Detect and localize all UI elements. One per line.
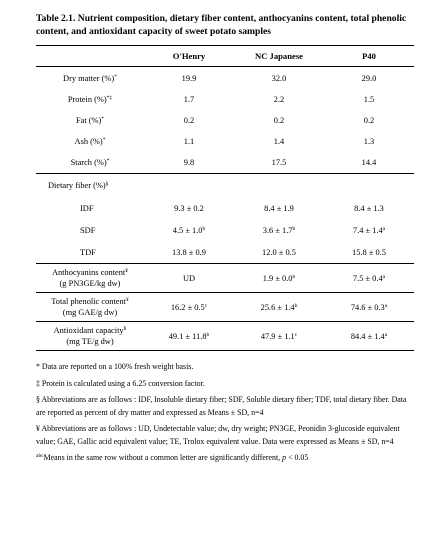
row-label: Starch (%)* (36, 152, 144, 174)
table-title: Table 2.1. Nutrient composition, dietary fiber content, anthocyanins content, total phenolic content, and antioxidant capacity of sweet potato samples (36, 13, 407, 37)
cell: 74.6 ± 0.3$^a$ (324, 293, 414, 322)
cell: 7.5 ± 0.4$^a$ (352, 273, 386, 283)
table-row (36, 322, 414, 351)
cell: 2.2 (273, 95, 285, 104)
footnote-protein: ‡ Protein is calculated using a 6.25 conversion factor. (36, 378, 205, 388)
cell: 3.6 ± 1.7$^b$ (262, 225, 296, 235)
table-row (36, 197, 414, 219)
cell: 0.2 (363, 116, 375, 125)
cell: 0.2 (183, 116, 195, 125)
row-label: IDF (80, 203, 94, 213)
header-row (36, 46, 414, 67)
table-row (36, 264, 414, 293)
row-label: Protein (%)*‡ (67, 95, 113, 104)
cell: 12.0 ± 0.5 (234, 241, 324, 264)
cell: 1.9 ± 0.0$^b$ (262, 273, 296, 283)
row-label: TDF (36, 241, 144, 264)
cell: 1.5 (363, 95, 375, 104)
footnote-antioxidant-abbreviations: ¥ Abbreviations are as follows : UD, Undetectable value; dw, dry weight; PN3GE, Peonidin 3-glucoside equivalent value; GAE, Gallic acid equivalent value; TE, Trolox equivalent value. Data were expressed as Means ± SD, n=4 (36, 424, 400, 446)
table-row (36, 89, 414, 110)
cell: 49.1 ± 11.8$^b$ (144, 322, 234, 351)
table-row (36, 110, 414, 131)
table-row (36, 293, 414, 322)
cell: 1.1 (183, 137, 195, 146)
row-label: Ash (%)* (74, 137, 106, 146)
cell: 47.9 ± 1.1$^c$ (234, 322, 324, 351)
row-label: Antioxidant capacity¥ (mg TE/g dw) (36, 322, 144, 351)
cell: 1.7 (183, 95, 195, 104)
cell: 9.8 (144, 152, 234, 174)
cell: 15.8 ± 0.5 (324, 241, 414, 264)
table-row (36, 67, 414, 90)
row-label: Dry matter (%)* (63, 74, 117, 83)
footnote-fresh-weight: * Data are reported on a 100% fresh weight basis. (36, 362, 194, 371)
table-footnotes (36, 361, 416, 465)
nutrient-table (36, 45, 414, 351)
cell: 19.9 (181, 74, 197, 83)
cell: 1.3 (363, 137, 375, 146)
cell: 17.5 (234, 152, 324, 174)
table-row (36, 152, 414, 174)
col-header-blank (36, 46, 144, 67)
cell: 1.4 (273, 137, 285, 146)
cell: UD (182, 273, 196, 283)
col-header-nc-japanese: NC Japanese (234, 46, 324, 67)
table-row (36, 131, 414, 152)
row-label: Dietary fiber (%)§ (48, 181, 109, 190)
cell: 8.4 ± 1.9 (264, 203, 294, 213)
table-row-dietary-fiber-heading (36, 174, 414, 198)
cell: 4.5 ± 1.0$^b$ (172, 225, 206, 235)
cell: 7.4 ± 1.4$^a$ (352, 225, 386, 235)
cell: 84.4 ± 1.4$^a$ (324, 322, 414, 351)
col-header-p40: P40 (324, 46, 414, 67)
cell: 0.2 (273, 116, 285, 125)
cell: 16.2 ± 0.5$^c$ (144, 293, 234, 322)
cell: 25.6 ± 1.4$^b$ (234, 293, 324, 322)
cell: 32.0 (271, 74, 287, 83)
row-label: SDF (80, 225, 96, 235)
cell: 29.0 (361, 74, 377, 83)
footnote-significance: $^{abc}$Means in the same row without a common letter are significantly different, p < 0.05 (36, 453, 309, 462)
cell: 13.8 ± 0.9 (144, 241, 234, 264)
cell: 14.4 (324, 152, 414, 174)
table-row (36, 219, 414, 241)
col-header-oherny: O'Henry (144, 46, 234, 67)
cell: 9.3 ± 0.2 (174, 203, 204, 213)
row-label: Total phenolic content¥ (mg GAE/g dw) (36, 293, 144, 322)
cell: 8.4 ± 1.3 (354, 203, 384, 213)
footnote-fiber-abbreviations: § Abbreviations are as follows : IDF, Insoluble dietary fiber; SDF, Soluble dietary fiber; TDF, total dietary fiber. Data are reported as percent of dry matter and expressed as Means ± SD, n=4 (36, 395, 407, 417)
row-label: Anthocyanins content¥ (g PN3GE/kg dw) (51, 268, 128, 288)
table-row (36, 241, 414, 264)
row-label: Fat (%)* (75, 116, 105, 125)
